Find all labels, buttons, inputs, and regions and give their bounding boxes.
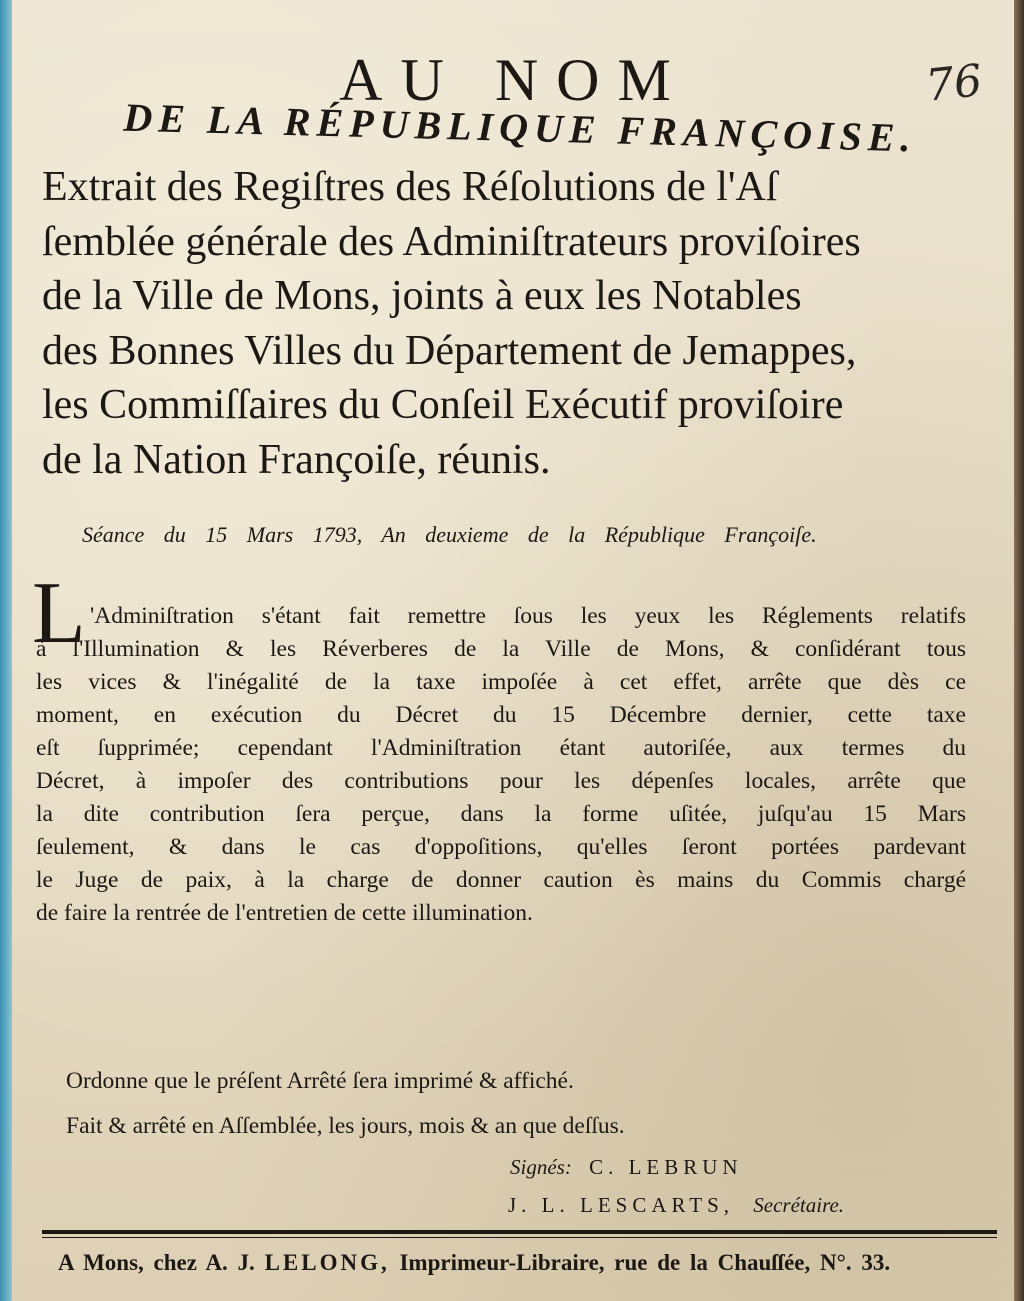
extract-line: Extrait des Regiſtres des Réſolutions de l'Aſ <box>42 164 778 210</box>
scan-edge-right <box>1014 0 1024 1301</box>
extract-line: de la Ville de Mons, joints à eux les Notables <box>42 273 802 319</box>
extract-line: des Bonnes Villes du Département de Jemappes, <box>42 327 857 374</box>
extract-line: ſemblée générale des Adminiſtrateurs proviſoires <box>42 218 861 265</box>
signature-line-2 <box>508 1193 844 1218</box>
printer-imprint <box>58 1250 958 1276</box>
closing-order-line: Ordonne que le préſent Arrêté ſera imprimé & affiché. <box>66 1068 574 1094</box>
session-date-line: Séance du 15 Mars 1793, An deuxieme de la République Françoiſe. <box>82 522 817 547</box>
signatory-name: C. LEBRUN <box>589 1155 743 1179</box>
body-line: 'Adminiſtration s'étant fait remettre ſous les yeux les Réglements relatifs <box>90 603 966 629</box>
handwritten-page-number: 76 <box>923 55 985 112</box>
closing-done-line: Fait & arrêté en Aſſemblée, les jours, mois & an que deſſus. <box>66 1113 625 1139</box>
footer-rule <box>42 1230 997 1238</box>
body-line: ſeulement, & dans le cas d'oppoſitions, qu'elles ſeront portées pardevant <box>36 834 966 860</box>
imprint-printer: LELONG, <box>264 1250 390 1275</box>
drop-cap: L <box>32 565 86 662</box>
imprint-rest: Imprimeur-Libraire, rue de la Chauſſée, N°. 33. <box>399 1250 891 1275</box>
decree-body <box>36 600 966 930</box>
body-line: le Juge de paix, à la charge de donner caution ès mains du Commis chargé <box>36 867 966 893</box>
body-line: les vices & l'inégalité de la taxe impoſée à cet effet, arrête que dès ce <box>36 669 966 695</box>
document-subtitle: DE LA RÉPUBLIQUE FRANÇOISE. <box>122 94 918 161</box>
body-line: moment, en exécution du Décret du 15 Décembre dernier, cette taxe <box>36 702 966 728</box>
extract-heading <box>42 160 972 487</box>
extract-line: de la Nation Françoiſe, réunis. <box>42 436 551 483</box>
body-line: à l'Illumination & les Réverberes de la Ville de Mons, & conſidérant tous <box>36 636 966 662</box>
document-page <box>12 0 1016 1301</box>
imprint-lead: A Mons, chez A. J. <box>58 1250 255 1275</box>
signatory-role: Secrétaire. <box>753 1193 845 1217</box>
extract-line: les Commiſſaires du Conſeil Exécutif proviſoire <box>42 382 844 428</box>
body-line: la dite contribution ſera perçue, dans la forme uſitée, juſqu'au 15 Mars <box>36 801 966 827</box>
body-line: de faire la rentrée de l'entretien de cette illumination. <box>36 900 533 926</box>
signatory-name: J. L. LESCARTS, <box>508 1193 735 1217</box>
signature-line-1 <box>510 1155 743 1180</box>
body-line: Décret, à impoſer des contributions pour les dépenſes locales, arrête que <box>36 768 966 794</box>
signed-label: Signés: <box>510 1155 572 1179</box>
body-line: eſt ſupprimée; cependant l'Adminiſtration étant autoriſée, aux termes du <box>36 735 966 761</box>
document-title: AU NOM <box>339 47 689 113</box>
